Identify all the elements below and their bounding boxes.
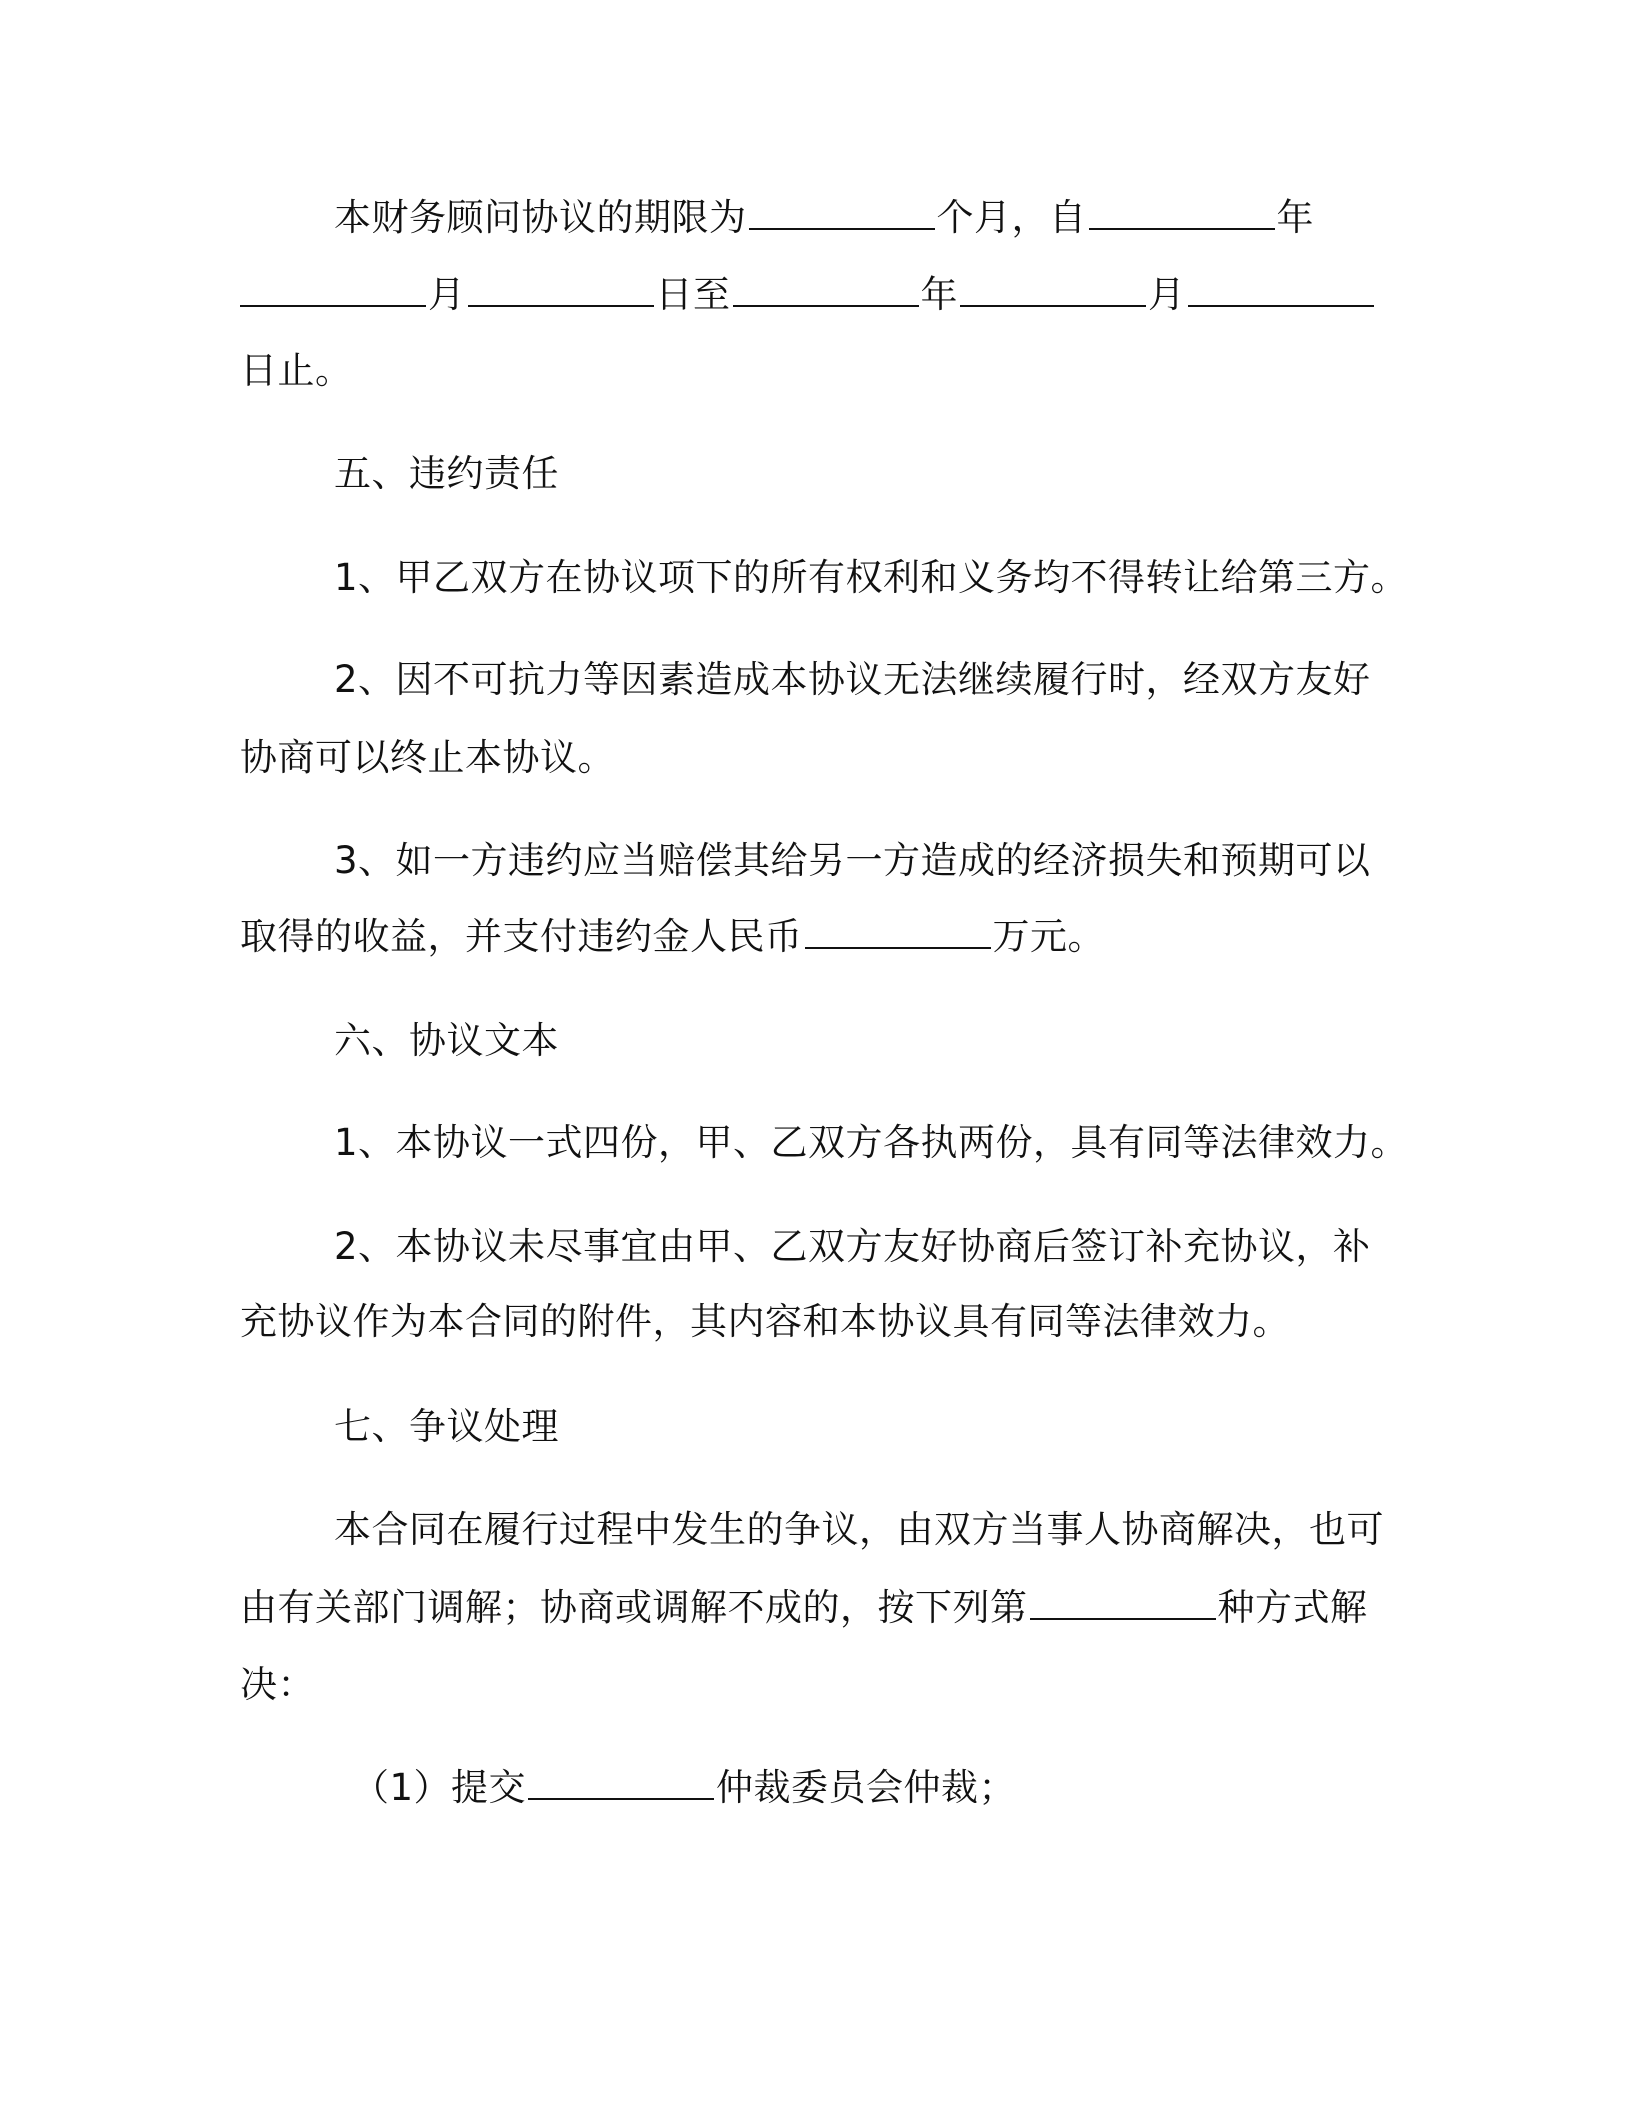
blank-start-month (240, 275, 426, 307)
blank-months (749, 198, 935, 230)
term-text: 月 (428, 273, 466, 316)
clause-item-continued: 充协议作为本合同的附件，其内容和本协议具有同等法律效力。 (240, 1300, 1290, 1343)
dispute-text: 种方式解 (1217, 1586, 1368, 1629)
blank-penalty-amount (805, 917, 991, 949)
blank-start-day (468, 275, 654, 307)
term-text: 本财务顾问协议的期限为 (334, 196, 747, 239)
clause-item-continued (240, 912, 1410, 962)
clause-item: 1、本协议一式四份，甲、乙双方各执两份，具有同等法律效力。 (334, 1121, 1409, 1164)
clause-item: 2、本协议未尽事宜由甲、乙双方友好协商后签订补充协议，补 (334, 1225, 1371, 1268)
section-heading: 七、争议处理 (334, 1405, 559, 1448)
dispute-paragraph-continued: 决： (240, 1663, 315, 1706)
blank-start-year (1089, 198, 1275, 230)
clause-text: 万元。 (992, 915, 1105, 958)
term-line-2 (240, 270, 1410, 320)
section-heading: 五、违约责任 (334, 452, 559, 495)
term-text: 日至 (655, 273, 731, 316)
term-line-1 (334, 193, 1504, 243)
blank-end-year (733, 275, 919, 307)
dispute-paragraph-continued (240, 1583, 1410, 1633)
dispute-option (352, 1763, 1522, 1813)
blank-end-day (1188, 275, 1374, 307)
term-text: 个月，自 (936, 196, 1087, 239)
clause-item: 3、如一方违约应当赔偿其给另一方造成的经济损失和预期可以 (334, 839, 1371, 882)
clause-item: 2、因不可抗力等因素造成本协议无法继续履行时，经双方友好 (334, 658, 1371, 701)
clause-item: 1、甲乙双方在协议项下的所有权利和义务均不得转让给第三方。 (334, 556, 1409, 599)
term-text: 月 (1148, 273, 1186, 316)
blank-method-number (1030, 1588, 1216, 1620)
dispute-paragraph: 本合同在履行过程中发生的争议，由双方当事人协商解决，也可 (334, 1508, 1384, 1551)
dispute-text: 由有关部门调解；协商或调解不成的，按下列第 (240, 1586, 1028, 1629)
term-text: 年 (1276, 196, 1314, 239)
term-line-3: 日止。 (240, 349, 353, 392)
option-text: （1）提交 (352, 1766, 527, 1809)
term-text: 年 (920, 273, 958, 316)
clause-text: 取得的收益，并支付违约金人民币 (240, 915, 803, 958)
section-heading: 六、协议文本 (334, 1019, 559, 1062)
blank-end-month (960, 275, 1146, 307)
option-text: 仲裁委员会仲裁； (716, 1766, 1017, 1809)
blank-arbitration-committee (528, 1768, 714, 1800)
clause-item-continued: 协商可以终止本协议。 (240, 736, 615, 779)
